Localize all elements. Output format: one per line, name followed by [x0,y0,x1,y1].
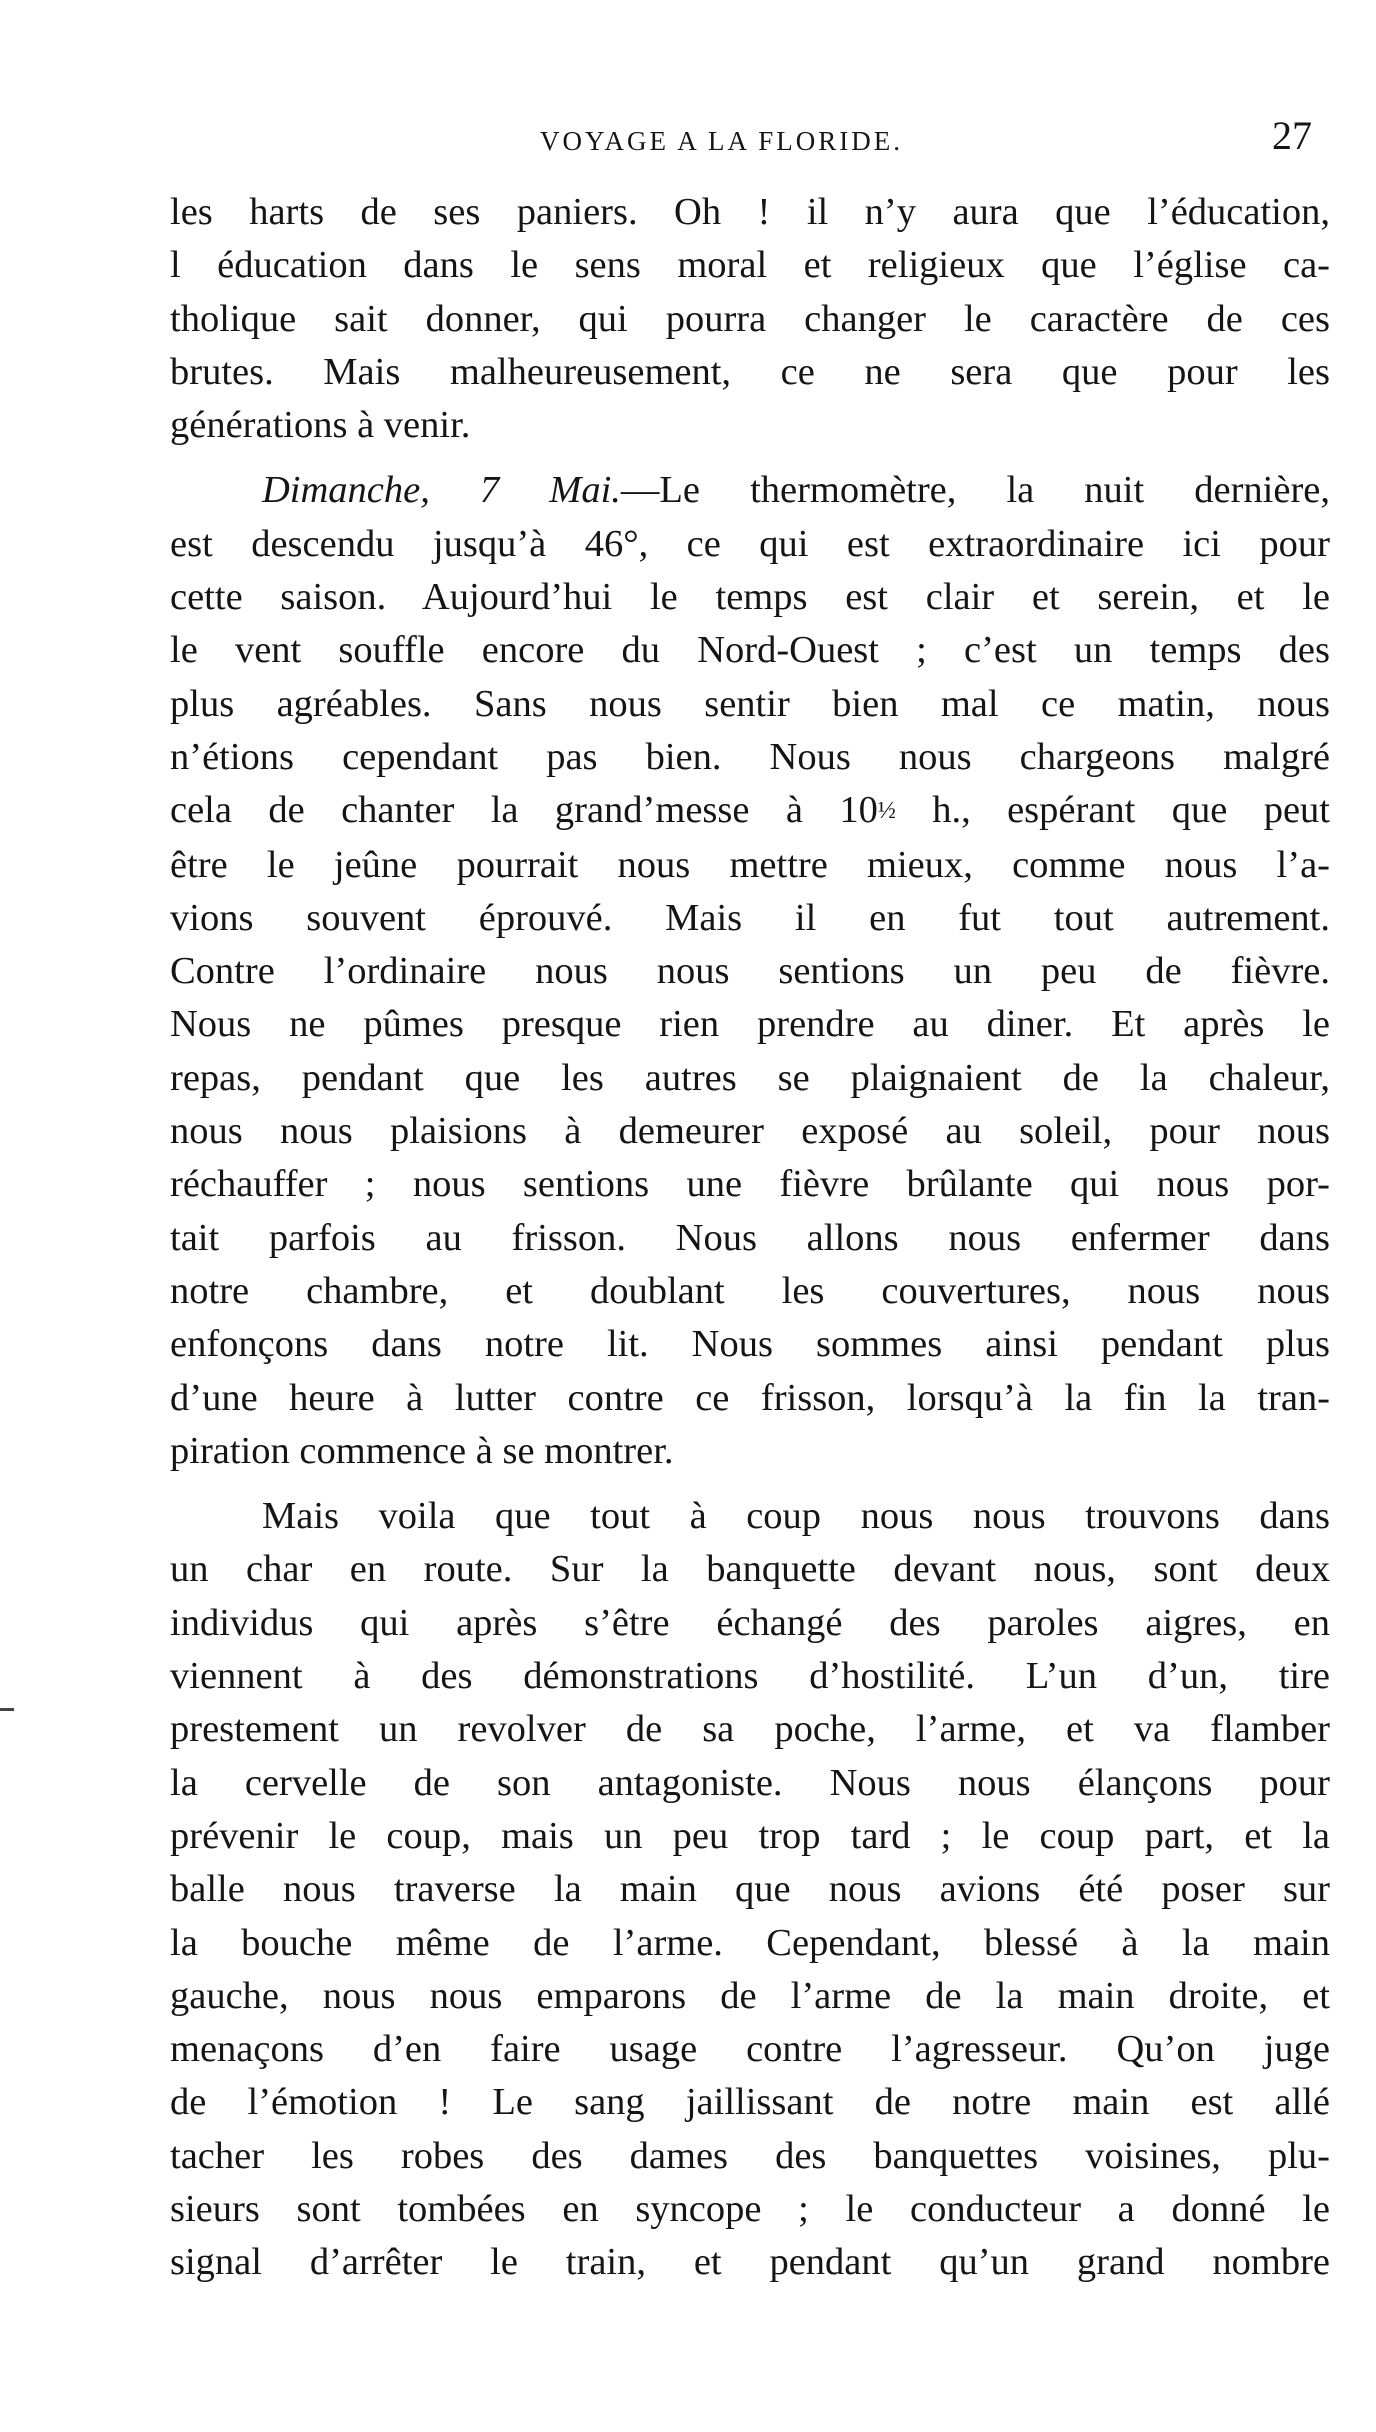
text-line: nous nous plaisions à demeurer exposé au soleil, pour nous [170,1110,1330,1153]
text-line: sieurs sont tombées en syncope ; le conducteur a donné le [170,2187,1330,2230]
text-span: —Le thermomètre, la nuit dernière, [620,469,1330,512]
diary-date: Dimanche, 7 Mai. [262,469,621,512]
text-line: gauche, nous nous emparons de l’arme de la main droite, et [170,1974,1330,2017]
text-line: enfonçons dans notre lit. Nous sommes ainsi pendant plus [170,1323,1330,1366]
text-line: Mais voila que tout à coup nous nous trouvons dans [262,1495,1330,1538]
text-line: l éducation dans le sens moral et religieux que l’église ca- [170,244,1330,287]
text-line: tholique sait donner, qui pourra changer le caractère de ces [170,297,1330,340]
text-line: un char en route. Sur la banquette devant nous, sont deux [170,1548,1330,1591]
text-line [170,784,1330,838]
text-line: tait parfois au frisson. Nous allons nous enfermer dans [170,1216,1330,1259]
text-line: brutes. Mais malheureusement, ce ne sera que pour les [170,350,1330,393]
text-line: menaçons d’en faire usage contre l’agresseur. Qu’on juge [170,2028,1330,2071]
text-line: viennent à des démonstrations d’hostilité. L’un d’un, tire [170,1655,1330,1698]
text-line: le vent souffle encore du Nord-Ouest ; c’est un temps des [170,629,1330,672]
text-line: de l’émotion ! Le sang jaillissant de notre main est allé [170,2081,1330,2124]
text-line: vions souvent éprouvé. Mais il en fut tout autrement. [170,896,1330,939]
body-text [170,186,1330,2290]
text-line: est descendu jusqu’à 46°, ce qui est extraordinaire ici pour [170,522,1330,565]
text-line [170,464,1330,517]
text-line: d’une heure à lutter contre ce frisson, lorsqu’à la fin la tran- [170,1376,1330,1419]
running-title: VOYAGE A LA FLORIDE. [540,126,904,156]
text-line: balle nous traverse la main que nous avions été poser sur [170,1868,1330,1911]
fraction: ½ [877,798,896,825]
text-line: Contre l’ordinaire nous nous sentions un peu de fièvre. [170,950,1330,993]
text-line: Nous ne pûmes presque rien prendre au diner. Et après le [170,1003,1330,1046]
text-line: repas, pendant que les autres se plaignaient de la chaleur, [170,1056,1330,1099]
margin-mark [0,1708,14,1711]
text-line: être le jeûne pourrait nous mettre mieux, comme nous l’a- [170,843,1330,886]
text-line: la cervelle de son antagoniste. Nous nous élançons pour [170,1761,1330,1804]
text-line: individus qui après s’être échangé des paroles aigres, en [170,1601,1330,1644]
text-line: générations à venir. [170,404,471,447]
page-header [0,112,1376,172]
page-number: 27 [1272,113,1312,158]
text-line: cette saison. Aujourd’hui le temps est clair et serein, et le [170,576,1330,619]
text-line: prévenir le coup, mais un peu trop tard ; le coup part, et la [170,1814,1330,1857]
text-line: les harts de ses paniers. Oh ! il n’y aura que l’éducation, [170,191,1330,233]
text-span: cela de chanter la grand’messe à 10 [170,789,878,832]
text-line: prestement un revolver de sa poche, l’arme, et va flamber [170,1708,1330,1751]
text-line: la bouche même de l’arme. Cependant, blessé à la main [170,1921,1330,1964]
text-line: réchauffer ; nous sentions une fièvre brûlante qui nous por- [170,1163,1330,1206]
text-line: signal d’arrêter le train, et pendant qu’un grand nombre [170,2241,1330,2284]
text-line: tacher les robes des dames des banquettes voisines, plu- [170,2134,1330,2177]
text-span: h., espérant que peut [895,789,1330,832]
text-line: piration commence à se montrer. [170,1429,674,1472]
text-line: n’étions cependant pas bien. Nous nous chargeons malgré [170,735,1330,778]
text-line: notre chambre, et doublant les couvertures, nous nous [170,1269,1330,1312]
text-line: plus agréables. Sans nous sentir bien mal ce matin, nous [170,682,1330,725]
